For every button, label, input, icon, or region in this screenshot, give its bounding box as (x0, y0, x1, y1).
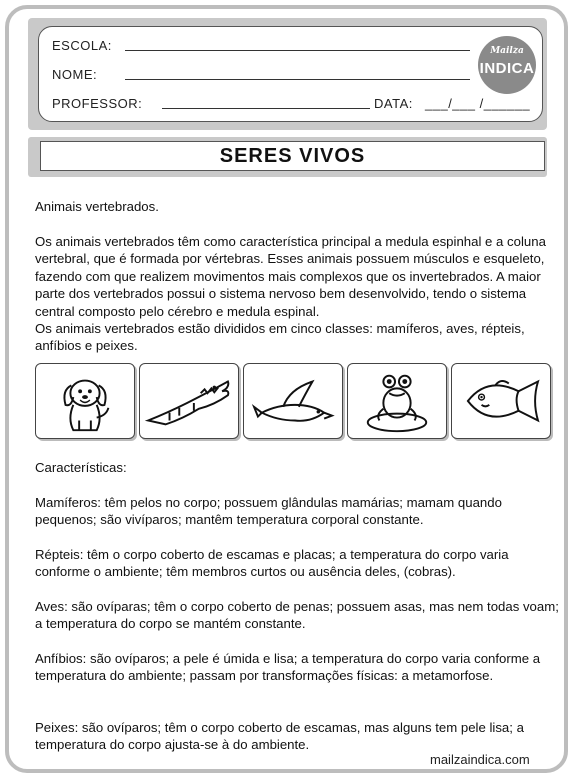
intro-paragraph-2: Os animais vertebrados estão divididos em cinco classes: mamíferos, aves, répteis, anfíbios e peixes. (35, 321, 525, 354)
frog-picture (347, 363, 447, 439)
anfibios-paragraph: Anfíbios: são ovíparos; a pele é úmida e lisa; a temperatura do corpo varia conforme a temperatura do ambiente; passam por transformações físicas: a metamorfose. (35, 651, 541, 684)
logo-top-text: Mailza (490, 46, 524, 56)
logo-main-text: INDICA (479, 60, 535, 77)
intro-paragraph-1: Os animais vertebrados têm como característica principal a medula espinhal e a coluna vertebral, que é formada por vértebras. Esses animais possuem músculos e esqueleto, fazendo com que realizem movimentos mais complexos que os invertebrados. A maior parte dos vertebrados possui o sistema nervoso bem desenvolvido, tendo o sistema central composto pelo cérebro e medula espinal. (35, 234, 546, 319)
fish-picture (451, 363, 551, 439)
fish-icon (452, 364, 550, 438)
characteristics-heading: Características: (35, 460, 127, 475)
professor-field[interactable] (162, 108, 370, 109)
mailza-indica-logo (478, 36, 536, 94)
professor-label: PROFESSOR: (52, 96, 143, 111)
frog-icon (348, 364, 446, 438)
footer-website: mailzaindica.com (430, 752, 530, 767)
data-label: DATA: (374, 96, 413, 111)
animal-images-row (35, 363, 551, 443)
nome-field[interactable] (125, 79, 470, 80)
dog-icon (36, 364, 134, 438)
date-field[interactable]: ___/___ /______ (425, 96, 531, 111)
intro-heading: Animais vertebrados. (35, 199, 159, 214)
page-title: SERES VIVOS (219, 145, 366, 167)
peixes-paragraph: Peixes: são ovíparos; têm o corpo coberto de escamas, mas alguns tem pele lisa; a temperatura do corpo ajusta-se à do ambiente. (35, 720, 524, 753)
bird-picture (243, 363, 343, 439)
escola-field[interactable] (125, 50, 470, 51)
crocodile-picture (139, 363, 239, 439)
crocodile-icon (140, 364, 238, 438)
dog-picture (35, 363, 135, 439)
title-box (40, 141, 545, 171)
nome-label: NOME: (52, 67, 98, 82)
bird-icon (244, 364, 342, 438)
repteis-paragraph: Répteis: têm o corpo coberto de escamas e placas; a temperatura do corpo varia conforme o ambiente; têm membros curtos ou ausência deles, (cobras). (35, 547, 509, 580)
mamiferos-paragraph: Mamíferos: têm pelos no corpo; possuem glândulas mamárias; mamam quando pequenos; são vivíparos; mantêm temperatura corporal constante. (35, 495, 502, 528)
aves-paragraph: Aves: são ovíparas; têm o corpo coberto de penas; possuem asas, mas nem todas voam; a temperatura do corpo se mantém constante. (35, 599, 559, 632)
escola-label: ESCOLA: (52, 38, 112, 53)
